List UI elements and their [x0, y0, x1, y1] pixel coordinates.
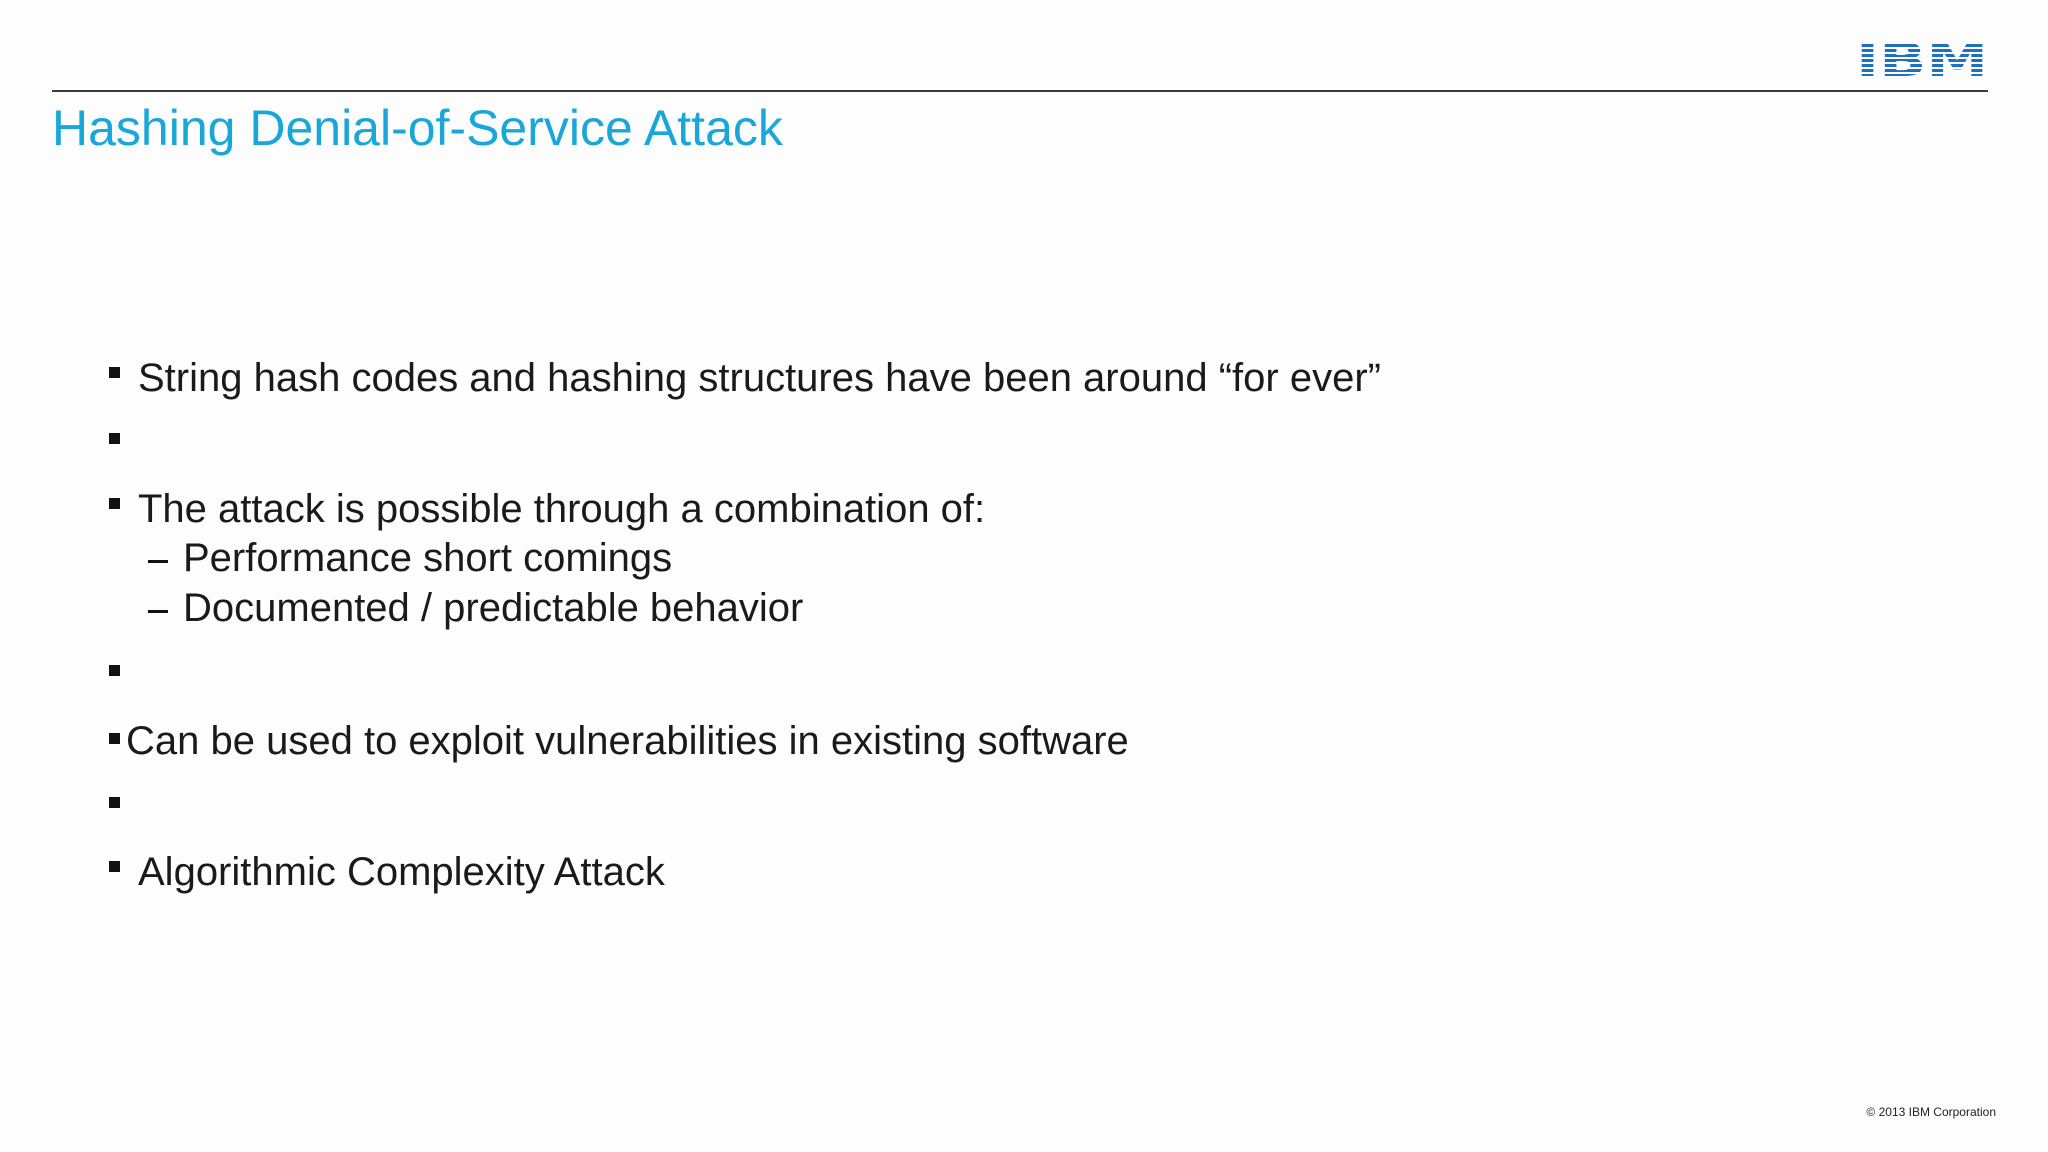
square-bullet-icon [109, 797, 120, 808]
ibm-logo-icon [1855, 38, 1989, 80]
dash-bullet-icon [148, 610, 168, 613]
bullet-item: String hash codes and hashing structures have been around “for ever” [138, 356, 1381, 400]
bullet-item: The attack is possible through a combination of: [138, 487, 986, 531]
square-bullet-icon [109, 498, 120, 509]
slide-title: Hashing Denial-of-Service Attack [52, 100, 783, 156]
square-bullet-icon [109, 665, 120, 676]
bullet-item: Can be used to exploit vulnerabilities in existing software [126, 719, 1129, 763]
dash-bullet-icon [148, 560, 168, 563]
square-bullet-icon [109, 861, 120, 872]
copyright-footer: © 2013 IBM Corporation [1866, 1105, 1996, 1119]
title-divider [52, 90, 1988, 92]
sub-bullet-item: Performance short comings [183, 536, 673, 580]
square-bullet-icon [109, 433, 120, 444]
square-bullet-icon [109, 367, 120, 378]
bullet-item: Algorithmic Complexity Attack [138, 850, 665, 894]
square-bullet-icon [109, 733, 120, 744]
sub-bullet-item: Documented / predictable behavior [183, 586, 804, 630]
